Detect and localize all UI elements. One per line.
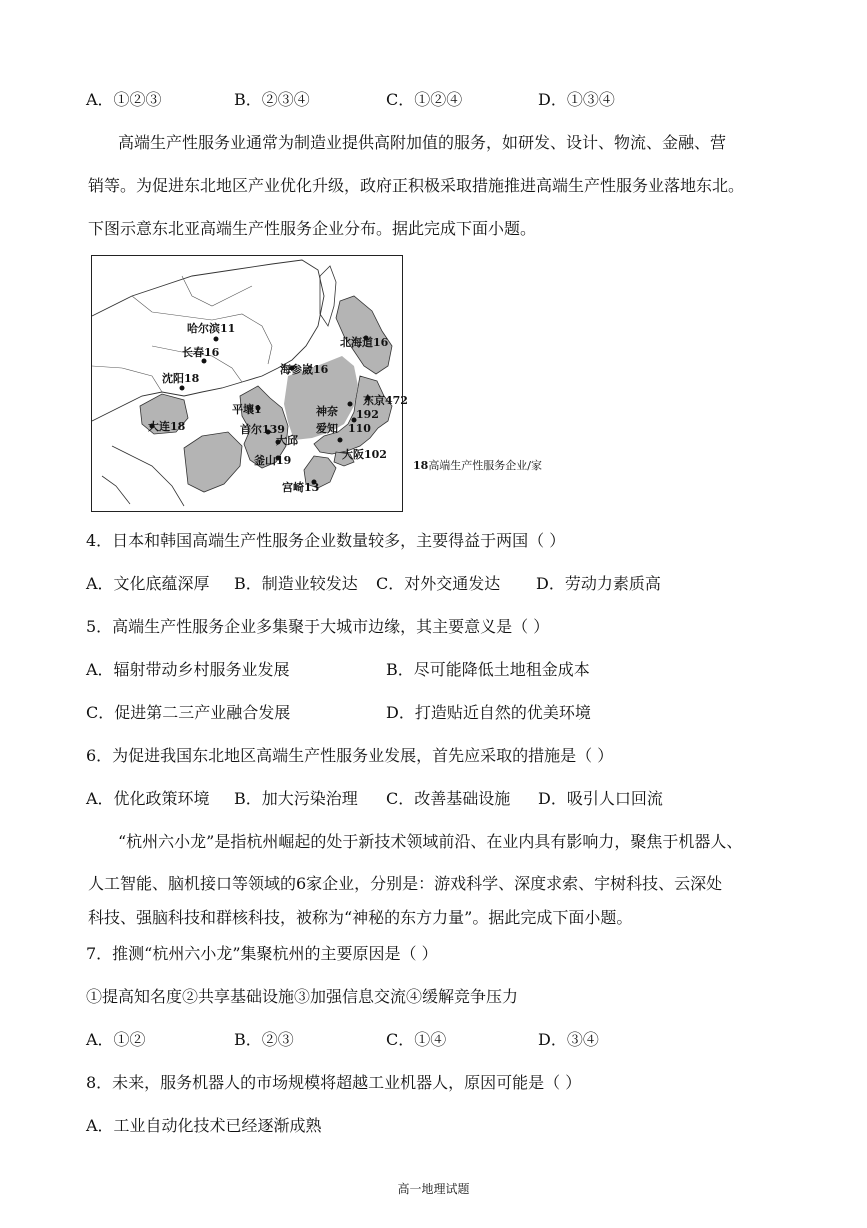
map-label-daegu: 大邱 [276, 434, 298, 447]
map-label-aichi-value: 110 [348, 422, 371, 435]
map-label-vladivostok: 海参崴16 [280, 363, 329, 376]
q5-stem: 5．高端生产性服务企业多集聚于大城市边缘，其主要意义是（ ） [86, 617, 550, 636]
q4-option-c: C．对外交通发达 [376, 574, 501, 593]
q7-stem: 7．推测“杭州六小龙”集聚杭州的主要原因是（ ） [86, 944, 438, 963]
q3-option-a: A．①②③ [86, 90, 162, 109]
intro1-line-3: 下图示意东北亚高端生产性服务企业分布。据此完成下面小题。 [88, 219, 537, 238]
map-graphic [92, 256, 402, 511]
map-label-dalian: 大连18 [148, 420, 186, 433]
map-legend [413, 457, 542, 473]
map-label-aichi: 爱知 [316, 422, 338, 435]
q6-option-a: A．优化政策环境 [86, 789, 210, 808]
map-label-shenyang: 沈阳18 [162, 372, 200, 385]
q7-option-d: D．③④ [538, 1030, 599, 1049]
q3-option-d: D．①③④ [538, 90, 615, 109]
q7-option-a: A．①② [86, 1030, 146, 1049]
q4-option-b: B．制造业较发达 [234, 574, 358, 593]
q6-option-b: B．加大污染治理 [234, 789, 358, 808]
map-label-pyongyang: 平壤1 [232, 403, 262, 416]
map-label-osaka: 大阪102 [342, 448, 387, 461]
map-label-seoul: 首尔139 [240, 423, 285, 436]
legend-text: 高端生产性服务企业/家 [428, 459, 543, 472]
intro1-line-2: 销等。为促进东北地区产业优化升级，政府正积极采取措施推进高端生产性服务业落地东北。 [88, 176, 745, 195]
q6-stem: 6．为促进我国东北地区高端生产性服务业发展，首先应采取的措施是（ ） [86, 746, 614, 765]
q3-option-c: C．①②④ [386, 90, 463, 109]
q5-option-b: B．尽可能降低土地租金成本 [386, 660, 590, 679]
q4-option-d: D．劳动力素质高 [536, 574, 661, 593]
q4-stem: 4．日本和韩国高端生产性服务企业数量较多，主要得益于两国（ ） [86, 531, 566, 550]
q4-option-a: A．文化底蕴深厚 [86, 574, 210, 593]
map-label-kanagawa-value: 192 [356, 408, 379, 421]
page-footer: 高一地理试题 [397, 1182, 470, 1196]
q7-option-b: B．②③ [234, 1030, 294, 1049]
map-label-hokkaido: 北海道16 [340, 336, 389, 349]
map-label-harbin: 哈尔滨11 [187, 322, 236, 335]
q3-option-b: B．②③④ [234, 90, 310, 109]
q5-option-d: D．打造贴近自然的优美环境 [386, 703, 591, 722]
map-label-busan: 釜山19 [254, 454, 292, 467]
q8-option-a: A．工业自动化技术已经逐渐成熟 [86, 1116, 322, 1135]
q6-option-d: D．吸引人口回流 [538, 789, 663, 808]
q7-option-c: C．①④ [386, 1030, 447, 1049]
map-label-changchun: 长春16 [182, 346, 220, 359]
intro1-line-1: 高端生产性服务业通常为制造业提供高附加值的服务，如研发、设计、物流、金融、营 [118, 133, 727, 152]
northeast-asia-map [91, 255, 408, 512]
map-label-miyazaki: 宫崎13 [282, 481, 320, 494]
intro2-line-2: 人工智能、脑机接口等领域的6家企业，分别是：游戏科学、深度求索、宇树科技、云深处 [88, 874, 723, 893]
q7-statement: ①提高知名度②共享基础设施③加强信息交流④缓解竞争压力 [86, 987, 519, 1006]
intro2-line-3: 科技、强脑科技和群核科技，被称为“神秘的东方力量”。据此完成下面小题。 [88, 908, 633, 927]
q8-stem: 8．未来，服务机器人的市场规模将超越工业机器人，原因可能是（ ） [86, 1073, 582, 1092]
map-label-tokyo: 东京472 [363, 394, 408, 407]
q5-option-a: A．辐射带动乡村服务业发展 [86, 660, 290, 679]
map-label-kanagawa: 神奈 [316, 405, 338, 418]
q6-option-c: C．改善基础设施 [386, 789, 511, 808]
q5-option-c: C．促进第二三产业融合发展 [86, 703, 291, 722]
legend-value: 18 [413, 459, 429, 472]
intro2-line-1: “杭州六小龙”是指杭州崛起的处于新技术领域前沿、在业内具有影响力，聚焦于机器人、 [118, 832, 743, 851]
